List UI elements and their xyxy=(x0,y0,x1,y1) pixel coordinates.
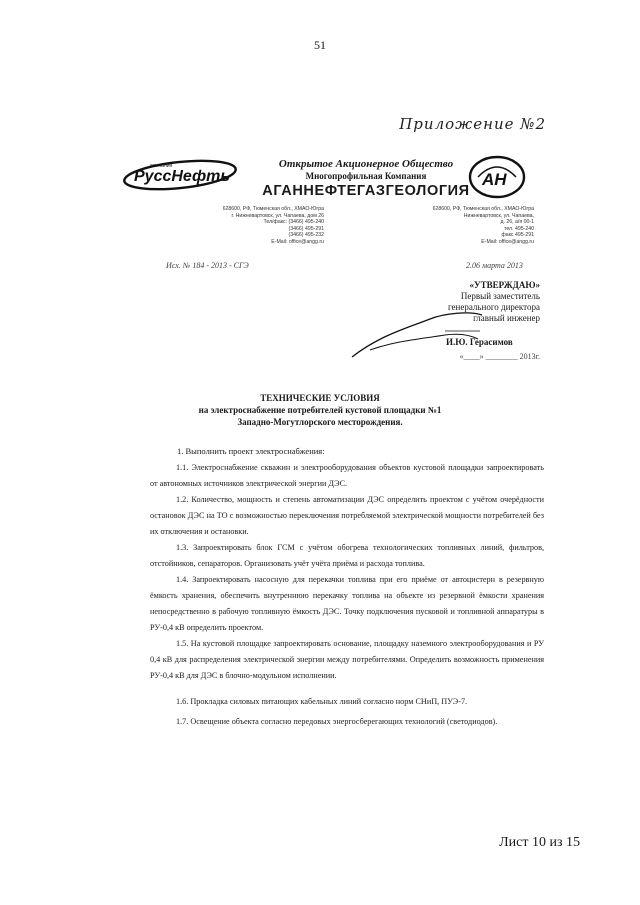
paragraph-text: 1.3. Запроектировать блок ГСМ с учётом обогрева технологических топливных линий, фильтров, отстойников, сепараторов. Организовать учёт учёта приёма и расхода топлива. xyxy=(150,543,544,568)
paragraph-text: 1.1. Электроснабжение скважин и электрооборудования объектов кустовой площадки запроектировать от автономных источников электрической энергии ДЭС. xyxy=(150,463,544,488)
russneft-logo xyxy=(122,158,242,192)
address-left-line: г. Нижневартовск, ул. Чапаева, дом 26 xyxy=(231,212,324,219)
approval-line: Первый заместитель xyxy=(460,291,540,301)
company-name: АГАННЕФТЕГАЗГЕОЛОГИЯ xyxy=(262,183,470,199)
section-heading: 1. Выполнить проект электроснабжения: xyxy=(177,446,325,456)
outgoing-number: Исх. № 184 - 2013 - СГЭ xyxy=(166,261,249,270)
title-line: ТЕХНИЧЕСКИЕ УСЛОВИЯ xyxy=(260,393,380,403)
paragraph-1-3 xyxy=(150,540,544,572)
outgoing-date: 2.06 марта 2013 xyxy=(466,261,523,270)
address-right-line: факс 495-291 xyxy=(501,232,534,239)
address-right-line: Нижневартовск, ул. Чапаева, xyxy=(463,212,534,219)
address-left-line: Тел/факс: (3466) 495-240 xyxy=(263,219,324,226)
address-right-line: тел. 495-240 xyxy=(504,225,534,232)
paragraph-text: 1.7. Освещение объекта согласно передовых энергосберегающих технологий (светодиодов). xyxy=(176,717,498,726)
paragraph-text: 1.4. Запроектировать насосную для перекачки топлива при его приёме от автоцистерн в резервную ёмкость хранения, обеспечить внутреннюю перекачку топлива на объекте из резервной ёмкости хранения непосредственно в рабочую топливную ёмкость ДЭС. Точку подключения пусковой и топливной аппаратуры в РУ-0,4 кВ определить проектом. xyxy=(150,575,544,632)
logo-text: РуссНефть xyxy=(134,168,230,185)
address-right-line: E-Mail: office@angg.ru xyxy=(481,238,534,245)
address-left-line: (3466) 495-291 xyxy=(288,225,324,232)
agg-logo xyxy=(468,155,526,199)
company-block xyxy=(246,158,486,199)
address-left xyxy=(204,206,324,246)
address-left-line: (3466) 495-232 xyxy=(288,232,324,239)
title-line: Западно-Могутлорского месторождения. xyxy=(237,417,403,427)
paragraph-1-2 xyxy=(150,492,544,540)
paragraph-1-4 xyxy=(150,572,544,636)
title-line: на электроснабжение потребителей кустовой площадки №1 xyxy=(198,405,442,415)
paragraph-text: 1.6. Прокладка силовых питающих кабельных линий согласно норм СНиП, ПУЭ-7. xyxy=(176,697,468,706)
approval-line: главный инженер xyxy=(473,313,540,323)
approval-date: «____» ________ 2013г. xyxy=(459,352,540,361)
paragraph-text: 1.5. На кустовой площадке запроектировать основание, площадку наземного электрооборудования и РУ 0,4 кВ для распределения электрической энергии между потребителями. Определить возможность применения РУ-0,4 кВ для ДЭС в блочно-модульном исполнении. xyxy=(150,639,544,680)
right-logo-text: АН xyxy=(482,170,507,189)
annex-label: Приложение №2 xyxy=(399,115,546,133)
company-line1: Открытое Акционерное Общество xyxy=(278,158,454,170)
paragraph-text: 1.2. Количество, мощность и степень автоматизации ДЭС определить проектом с учётом очерёдности остановок ДЭС на ТО с возможностью переключения потребляемой электрической мощности потребителей без их отключения и остановки. xyxy=(150,495,544,536)
address-right-line: д. 26, а/я 00-1 xyxy=(500,219,534,226)
address-left-line: E-Mail: office@angg.ru xyxy=(271,238,324,245)
approval-title: «УТВЕРЖДАЮ» xyxy=(469,280,540,290)
approval-line: генерального директора xyxy=(447,302,540,312)
address-right xyxy=(384,206,534,246)
company-line2: Многопрофильная Компания xyxy=(305,171,427,181)
sheet-number: Лист 10 из 15 xyxy=(499,835,580,850)
paragraph-1-7 xyxy=(150,714,544,730)
address-left-line: 628600, РФ, Тюменская обл., ХМАО-Югра xyxy=(222,206,324,212)
page-number: 51 xyxy=(314,38,326,52)
signer-name: И.Ю. Герасимов xyxy=(446,337,513,347)
paragraph-1-5 xyxy=(150,636,544,684)
paragraph-1-1 xyxy=(150,460,544,492)
logo-small-text: компания xyxy=(150,163,173,169)
document-title xyxy=(140,392,500,428)
paragraph-1-6 xyxy=(150,694,544,710)
address-right-line: 628600, РФ, Тюменская обл., ХМАО-Югра xyxy=(432,206,534,212)
